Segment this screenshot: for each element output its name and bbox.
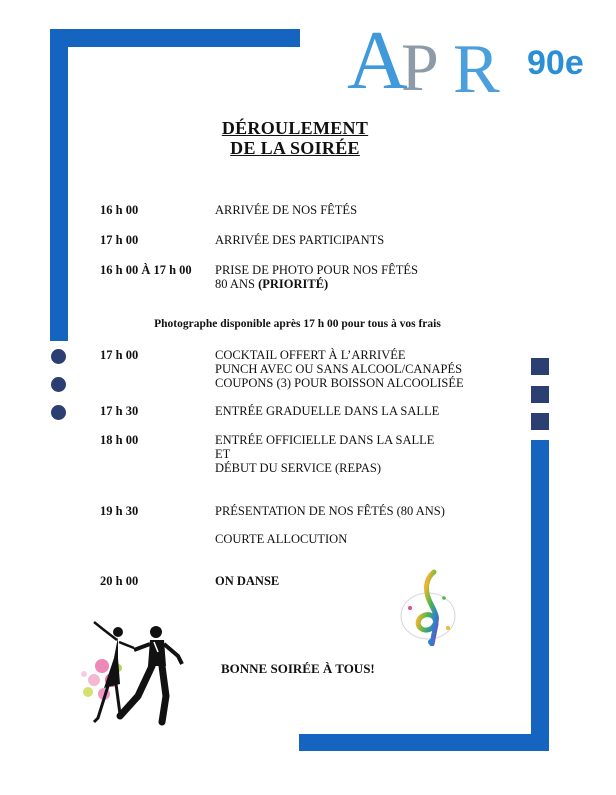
decor-square (531, 358, 549, 375)
schedule-line: COUPONS (3) POUR BOISSON ALCOOLISÉE (215, 376, 464, 390)
schedule-time: 17 h 00 (100, 348, 139, 362)
closing-message: BONNE SOIRÉE À TOUS! (221, 661, 375, 676)
title-line-2: DE LA SOIRÉE (230, 138, 360, 158)
schedule-line: ENTRÉE GRADUELLE DANS LA SALLE (215, 404, 440, 418)
logo-letter-a: A (347, 18, 408, 103)
schedule-description (215, 532, 347, 546)
schedule-description (215, 433, 434, 475)
schedule-description (215, 574, 279, 588)
schedule-time: 18 h 00 (100, 433, 139, 447)
logo-letter-p: P (401, 29, 439, 103)
schedule-time: 16 h 00 (100, 203, 139, 217)
schedule-description (215, 348, 464, 390)
schedule-line: ARRIVÉE DE NOS FÊTÉS (215, 203, 358, 217)
decor-square (531, 413, 549, 430)
decor-dot (51, 349, 66, 364)
logo-letter-r: R (453, 31, 500, 103)
schedule-description (215, 203, 357, 217)
schedule-description (215, 263, 418, 291)
apr-logo (345, 18, 600, 103)
page-title (190, 118, 400, 158)
schedule-line: PRISE DE PHOTO POUR NOS FÊTÉS (215, 263, 418, 277)
schedule-time: 17 h 30 (100, 404, 139, 418)
schedule-time: 17 h 00 (100, 233, 139, 247)
logo-suffix: 90e (527, 44, 584, 82)
decor-square (531, 386, 549, 403)
treble-clef-icon (398, 568, 460, 646)
schedule-line: ON DANSE (215, 574, 280, 588)
schedule-line: PUNCH AVEC OU SANS ALCOOL/CANAPÉS (215, 362, 463, 376)
schedule-description (215, 233, 384, 247)
title-line-1: DÉROULEMENT (221, 118, 369, 138)
frame-right-bar (531, 440, 549, 751)
schedule-line: ARRIVÉE DES PARTICIPANTS (215, 233, 385, 247)
decor-dot (51, 405, 66, 420)
frame-top-left-bar (50, 29, 300, 47)
schedule-time: 20 h 00 (100, 574, 139, 588)
schedule-line: COCKTAIL OFFERT À L’ARRIVÉE (215, 348, 406, 362)
schedule-line-text: 80 ANS (215, 277, 259, 291)
schedule-line (215, 277, 418, 291)
schedule-line: PRÉSENTATION DE NOS FÊTÉS (80 ANS) (215, 504, 445, 518)
dancing-couple-icon (74, 618, 189, 728)
schedule-line: DÉBUT DU SERVICE (REPAS) (215, 461, 382, 475)
schedule-line: ENTRÉE OFFICIELLE DANS LA SALLE (215, 433, 435, 447)
schedule-line: COURTE ALLOCUTION (215, 532, 348, 546)
schedule-time: 19 h 30 (100, 504, 139, 518)
photographer-note: Photographe disponible après 17 h 00 pour tous à vos frais (154, 318, 441, 330)
frame-bottom-bar (299, 734, 549, 751)
schedule-description (215, 404, 439, 418)
schedule-line: ET (215, 447, 231, 461)
decor-dot (51, 377, 66, 392)
schedule-description (215, 504, 445, 518)
frame-left-bar (50, 29, 68, 341)
schedule-time: 16 h 00 À 17 h 00 (100, 263, 192, 277)
priority-label: (PRIORITÉ) (258, 277, 329, 291)
